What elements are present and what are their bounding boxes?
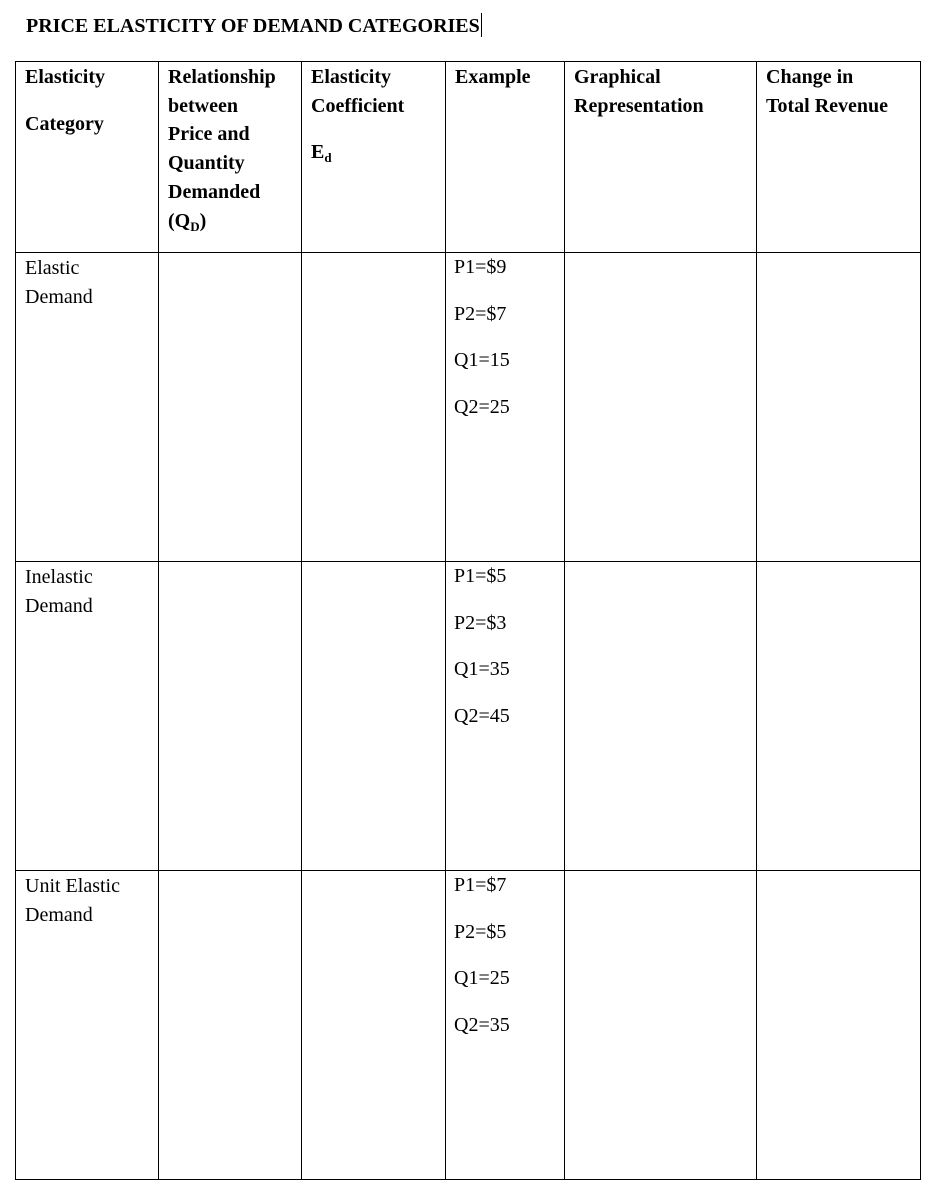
- qd-subscript: D: [190, 218, 200, 234]
- example-p1: P1=$9: [454, 256, 507, 278]
- category-line2: Demand: [25, 285, 93, 308]
- header-cell-coefficient[interactable]: [302, 62, 446, 253]
- category-line2: Demand: [25, 903, 93, 926]
- header-relationship-line1: Relationship: [168, 66, 276, 88]
- cell-example[interactable]: [446, 253, 565, 562]
- header-cell-category[interactable]: [16, 62, 159, 253]
- header-category-line1: Elasticity: [25, 66, 105, 88]
- cell-category[interactable]: [16, 253, 159, 562]
- document-title[interactable]: [26, 12, 482, 40]
- header-relationship-line3: Price and: [168, 123, 250, 146]
- header-coefficient-symbol: [311, 138, 445, 173]
- header-cell-graphical[interactable]: [565, 62, 757, 253]
- header-coefficient-line2: Coefficient: [311, 94, 405, 117]
- cell-revenue[interactable]: [757, 562, 921, 871]
- example-q2: Q2=45: [454, 704, 510, 727]
- header-relationship-line5: Demanded: [168, 180, 261, 203]
- cell-graphical[interactable]: [565, 562, 757, 871]
- cell-graphical[interactable]: [565, 871, 757, 1180]
- header-graphical-line2: Representation: [574, 94, 704, 117]
- header-revenue-line1: Change in: [766, 66, 854, 88]
- header-cell-relationship[interactable]: [159, 62, 302, 253]
- cell-coefficient[interactable]: [302, 253, 446, 562]
- header-relationship-line2: between: [168, 94, 238, 117]
- example-q2: Q2=25: [454, 395, 510, 418]
- example-q1: Q1=15: [454, 349, 510, 371]
- elasticity-table: [15, 61, 921, 1180]
- example-q1: Q1=35: [454, 658, 510, 680]
- cell-revenue[interactable]: [757, 871, 921, 1180]
- example-p1: P1=$7: [454, 874, 507, 896]
- header-row: [16, 62, 921, 253]
- cell-relationship[interactable]: [159, 562, 302, 871]
- example-p2: P2=$5: [454, 920, 507, 943]
- header-coefficient-line1: Elasticity: [311, 66, 391, 88]
- document-title-text: PRICE ELASTICITY OF DEMAND CATEGORIES: [26, 15, 480, 37]
- cell-example[interactable]: [446, 562, 565, 871]
- cell-relationship[interactable]: [159, 871, 302, 1180]
- category-line1: Inelastic: [25, 566, 93, 588]
- ed-symbol: E: [311, 141, 325, 164]
- category-line1: Elastic: [25, 257, 80, 279]
- table-row-inelastic: [16, 562, 921, 871]
- category-line1: Unit Elastic: [25, 875, 120, 897]
- example-q2: Q2=35: [454, 1013, 510, 1036]
- cell-relationship[interactable]: [159, 253, 302, 562]
- table-row-unit-elastic: [16, 871, 921, 1180]
- cell-category[interactable]: [16, 871, 159, 1180]
- example-p1: P1=$5: [454, 565, 507, 587]
- table-row-elastic: [16, 253, 921, 562]
- example-p2: P2=$3: [454, 611, 507, 634]
- text-cursor: [481, 13, 482, 37]
- cell-coefficient[interactable]: [302, 562, 446, 871]
- qd-open: (Q: [168, 209, 191, 232]
- cell-example[interactable]: [446, 871, 565, 1180]
- header-cell-revenue[interactable]: [757, 62, 921, 253]
- cell-category[interactable]: [16, 562, 159, 871]
- example-q1: Q1=25: [454, 967, 510, 989]
- example-p2: P2=$7: [454, 302, 507, 325]
- category-line2: Demand: [25, 594, 93, 617]
- header-category-line2: Category: [25, 112, 104, 135]
- cell-revenue[interactable]: [757, 253, 921, 562]
- header-cell-example[interactable]: [446, 62, 565, 253]
- qd-close: ): [199, 209, 207, 232]
- header-graphical-line1: Graphical: [574, 66, 661, 88]
- header-relationship-qd: [168, 207, 301, 242]
- header-revenue-line2: Total Revenue: [766, 94, 889, 117]
- cell-graphical[interactable]: [565, 253, 757, 562]
- header-example: Example: [455, 66, 531, 88]
- cell-coefficient[interactable]: [302, 871, 446, 1180]
- ed-subscript: d: [324, 150, 332, 166]
- header-relationship-line4: Quantity: [168, 152, 245, 175]
